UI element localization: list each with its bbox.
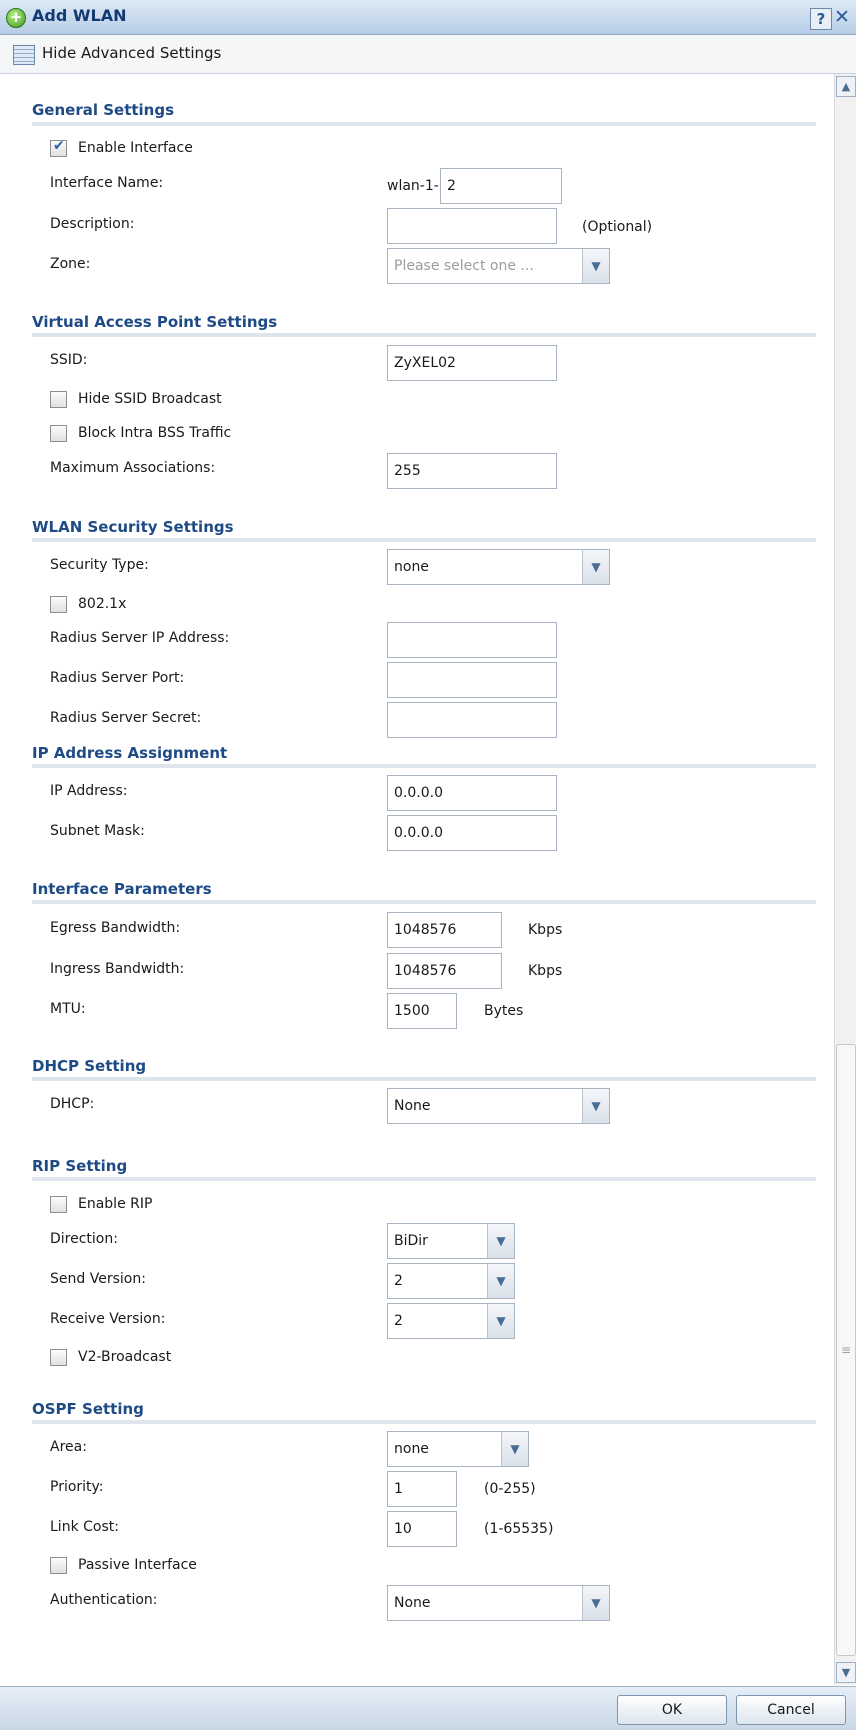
section-general-settings: General Settings — [32, 101, 175, 119]
hide-ssid-label: Hide SSID Broadcast — [78, 391, 222, 407]
scrollbar-thumb[interactable]: ≡ — [836, 1044, 856, 1656]
section-divider — [32, 122, 816, 126]
egress-unit: Kbps — [528, 922, 563, 938]
max-associations-input[interactable]: 255 — [387, 453, 557, 489]
ssid-label: SSID: — [50, 352, 88, 368]
send-version-value: 2 — [394, 1273, 403, 1289]
max-associations-label: Maximum Associations: — [50, 460, 216, 476]
radius-ip-input[interactable] — [387, 622, 557, 658]
ip-address-input[interactable]: 0.0.0.0 — [387, 775, 557, 811]
subnet-mask-label: Subnet Mask: — [50, 823, 145, 839]
add-icon: + — [6, 8, 26, 28]
send-version-label: Send Version: — [50, 1271, 146, 1287]
passive-interface-checkbox[interactable] — [50, 1557, 67, 1574]
section-divider — [32, 538, 816, 542]
title-bar — [0, 0, 856, 35]
authentication-value: None — [394, 1595, 431, 1611]
ok-button[interactable]: OK — [617, 1695, 727, 1725]
cancel-button[interactable]: Cancel — [736, 1695, 846, 1725]
link-cost-label: Link Cost: — [50, 1519, 119, 1535]
link-cost-range-hint: (1-65535) — [484, 1521, 554, 1537]
section-ospf-setting: OSPF Setting — [32, 1400, 144, 1418]
section-divider — [32, 900, 816, 904]
enable-interface-checkbox[interactable] — [50, 140, 67, 157]
zone-select[interactable] — [387, 248, 610, 284]
section-rip-setting: RIP Setting — [32, 1157, 128, 1175]
radius-ip-label: Radius Server IP Address: — [50, 630, 230, 646]
security-type-label: Security Type: — [50, 557, 149, 573]
mtu-label: MTU: — [50, 1001, 86, 1017]
dhcp-select[interactable] — [387, 1088, 610, 1124]
toolbar — [0, 35, 856, 74]
chevron-down-icon[interactable]: ▼ — [501, 1432, 528, 1466]
direction-label: Direction: — [50, 1231, 118, 1247]
grid-icon[interactable] — [13, 45, 35, 65]
block-intra-bss-label: Block Intra BSS Traffic — [78, 425, 232, 441]
hide-advanced-settings-link[interactable]: Hide Advanced Settings — [42, 44, 222, 62]
direction-value: BiDir — [394, 1233, 428, 1249]
section-divider — [32, 1420, 816, 1424]
receive-version-label: Receive Version: — [50, 1311, 166, 1327]
radius-secret-label: Radius Server Secret: — [50, 710, 202, 726]
authentication-label: Authentication: — [50, 1592, 158, 1608]
help-icon[interactable]: ? — [810, 8, 832, 30]
subnet-mask-input[interactable]: 0.0.0.0 — [387, 815, 557, 851]
chevron-down-icon[interactable]: ▼ — [582, 1586, 609, 1620]
ingress-bandwidth-input[interactable]: 1048576 — [387, 953, 502, 989]
chevron-down-icon[interactable]: ▼ — [582, 249, 609, 283]
receive-version-select[interactable] — [387, 1303, 515, 1339]
dot1x-label: 802.1x — [78, 596, 127, 612]
security-type-select[interactable] — [387, 549, 610, 585]
ip-address-label: IP Address: — [50, 783, 128, 799]
radius-secret-input[interactable] — [387, 702, 557, 738]
block-intra-bss-checkbox[interactable] — [50, 425, 67, 442]
section-interface-parameters: Interface Parameters — [32, 880, 212, 898]
close-icon[interactable]: ✕ — [834, 6, 850, 28]
section-ip-address-assignment: IP Address Assignment — [32, 744, 228, 762]
area-label: Area: — [50, 1439, 87, 1455]
description-optional-hint: (Optional) — [582, 219, 653, 235]
interface-name-label: Interface Name: — [50, 175, 164, 191]
area-value: none — [394, 1441, 429, 1457]
mtu-unit: Bytes — [484, 1003, 524, 1019]
section-divider — [32, 333, 816, 337]
radius-port-input[interactable] — [387, 662, 557, 698]
section-dhcp-setting: DHCP Setting — [32, 1057, 147, 1075]
dhcp-label: DHCP: — [50, 1096, 95, 1112]
v2-broadcast-label: V2-Broadcast — [78, 1349, 172, 1365]
radius-port-label: Radius Server Port: — [50, 670, 185, 686]
ingress-unit: Kbps — [528, 963, 563, 979]
chevron-down-icon[interactable]: ▼ — [582, 1089, 609, 1123]
receive-version-value: 2 — [394, 1313, 403, 1329]
hide-ssid-checkbox[interactable] — [50, 391, 67, 408]
authentication-select[interactable] — [387, 1585, 610, 1621]
passive-interface-label: Passive Interface — [78, 1557, 197, 1573]
enable-rip-label: Enable RIP — [78, 1196, 153, 1212]
zone-label: Zone: — [50, 256, 91, 272]
zone-select-value: Please select one ... — [394, 258, 534, 274]
chevron-down-icon[interactable]: ▼ — [487, 1304, 514, 1338]
dialog-footer — [0, 1686, 856, 1730]
section-divider — [32, 1177, 816, 1181]
chevron-down-icon[interactable]: ▼ — [487, 1264, 514, 1298]
interface-name-input[interactable]: 2 — [440, 168, 562, 204]
vertical-scrollbar[interactable] — [834, 74, 856, 1685]
v2-broadcast-checkbox[interactable] — [50, 1349, 67, 1366]
enable-interface-label: Enable Interface — [78, 140, 193, 156]
scroll-down-icon[interactable]: ▼ — [836, 1662, 856, 1683]
priority-label: Priority: — [50, 1479, 104, 1495]
egress-bandwidth-input[interactable]: 1048576 — [387, 912, 502, 948]
dhcp-value: None — [394, 1098, 431, 1114]
chevron-down-icon[interactable]: ▼ — [582, 550, 609, 584]
section-virtual-access-point: Virtual Access Point Settings — [32, 313, 278, 331]
area-select[interactable] — [387, 1431, 529, 1467]
description-label: Description: — [50, 216, 135, 232]
egress-bandwidth-label: Egress Bandwidth: — [50, 920, 181, 936]
mtu-input[interactable]: 1500 — [387, 993, 457, 1029]
ssid-input[interactable]: ZyXEL02 — [387, 345, 557, 381]
priority-range-hint: (0-255) — [484, 1481, 536, 1497]
priority-input[interactable]: 1 — [387, 1471, 457, 1507]
dot1x-checkbox[interactable] — [50, 596, 67, 613]
scroll-up-icon[interactable]: ▲ — [836, 76, 856, 97]
enable-rip-checkbox[interactable] — [50, 1196, 67, 1213]
dialog-title: Add WLAN — [32, 6, 127, 25]
description-input[interactable] — [387, 208, 557, 244]
ingress-bandwidth-label: Ingress Bandwidth: — [50, 961, 185, 977]
section-divider — [32, 1077, 816, 1081]
chevron-down-icon[interactable]: ▼ — [487, 1224, 514, 1258]
interface-name-prefix: wlan-1- — [387, 178, 439, 194]
section-wlan-security: WLAN Security Settings — [32, 518, 234, 536]
security-type-value: none — [394, 559, 429, 575]
send-version-select[interactable] — [387, 1263, 515, 1299]
section-divider — [32, 764, 816, 768]
link-cost-input[interactable]: 10 — [387, 1511, 457, 1547]
direction-select[interactable] — [387, 1223, 515, 1259]
